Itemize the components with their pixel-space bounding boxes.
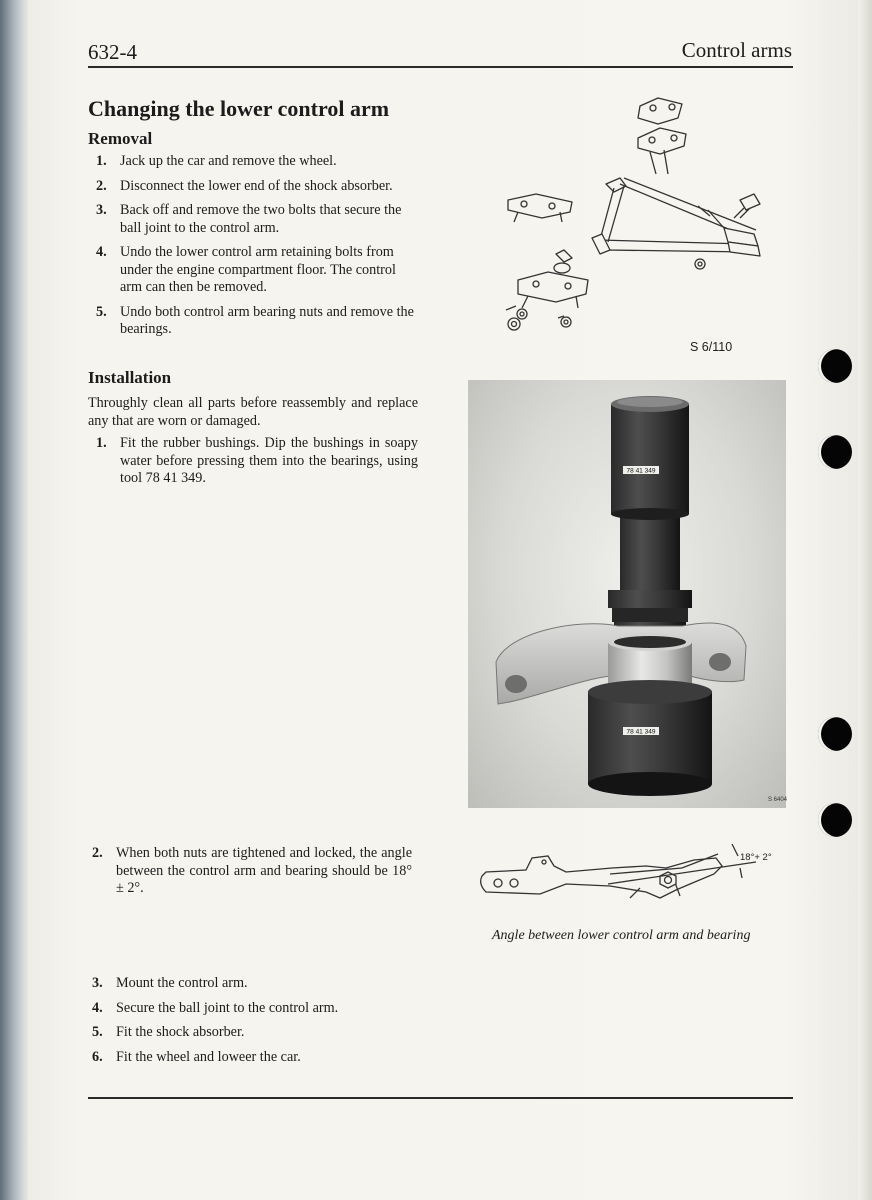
section-title: Control arms <box>681 38 792 62</box>
step-number: 1. <box>96 435 107 451</box>
binder-edge <box>0 0 30 1200</box>
step-number: 2. <box>96 177 107 194</box>
step-number: 5. <box>92 1024 103 1040</box>
list-item <box>86 975 416 993</box>
footer-rule <box>88 1097 793 1099</box>
list-item <box>90 244 418 297</box>
step-number: 2. <box>92 845 103 861</box>
step-text: Back off and remove the two bolts that secure the ball joint to the control arm. <box>120 202 402 236</box>
step-text: Jack up the car and remove the wheel. <box>120 153 337 169</box>
list-item <box>86 1024 416 1042</box>
page-number: 632-4 <box>88 40 137 64</box>
installation-intro: Throughly clean all parts before reassembly and replace any that are worn or damaged. <box>88 395 418 429</box>
step-text: Fit the shock absorber. <box>116 1024 245 1040</box>
step-number: 5. <box>96 303 107 320</box>
removal-heading: Removal <box>88 129 153 148</box>
list-item <box>86 1000 416 1018</box>
page-title: Changing the lower control arm <box>88 96 390 121</box>
punch-hole <box>818 435 852 469</box>
list-item <box>90 202 418 237</box>
step-text: Undo both control arm bearing nuts and remove the bearings. <box>120 303 414 337</box>
bushing-tool-photo <box>468 380 786 808</box>
list-item <box>86 845 412 898</box>
step-text: Undo the lower control arm retaining bolts from under the engine compartment floor. The control arm can then be removed. <box>120 244 396 295</box>
punch-hole <box>818 349 852 383</box>
list-item <box>90 153 418 171</box>
tool-label-top: 78 41 349 <box>626 467 656 475</box>
list-item <box>90 178 418 196</box>
header-rule <box>88 66 793 68</box>
control-arm-exploded-diagram <box>488 92 788 342</box>
step-text: Fit the wheel and loweer the car. <box>116 1048 301 1065</box>
list-item <box>90 435 418 488</box>
step-number: 6. <box>92 1048 103 1065</box>
step-text: Disconnect the lower end of the shock absorber. <box>120 177 393 194</box>
installation-steps-b <box>86 845 412 905</box>
figure-label: S 6/110 <box>690 340 733 354</box>
step-number: 4. <box>96 244 107 260</box>
arm-bearing-angle-diagram <box>470 838 790 918</box>
photo-code: S 6404 <box>768 797 788 803</box>
angle-label: 18°+ 2° <box>740 852 772 863</box>
punch-hole <box>818 717 852 751</box>
installation-steps-a <box>90 435 418 495</box>
step-number: 1. <box>96 153 107 169</box>
list-item <box>90 304 418 339</box>
page-edge <box>858 0 872 1200</box>
step-number: 3. <box>92 975 103 991</box>
step-text: Mount the control arm. <box>116 975 248 991</box>
step-text: When both nuts are tightened and locked, the angle between the control arm and bearing should be 18° ± 2°. <box>116 845 412 896</box>
installation-heading: Installation <box>88 368 172 387</box>
step-number: 3. <box>96 202 107 218</box>
step-number: 4. <box>92 999 103 1016</box>
installation-steps-c <box>86 975 416 1073</box>
tool-label-bottom: 78 41 349 <box>626 728 656 736</box>
step-text: Secure the ball joint to the control arm. <box>116 999 339 1016</box>
step-text: Fit the rubber bushings. Dip the bushings in soapy water before pressing them into the bearings, using tool 78 41 349. <box>120 435 418 486</box>
punch-hole <box>818 803 852 837</box>
press-tool-illustration <box>468 380 786 808</box>
list-item <box>86 1049 416 1067</box>
figure-caption: Angle between lower control arm and bearing <box>492 928 751 943</box>
removal-steps <box>90 153 418 346</box>
